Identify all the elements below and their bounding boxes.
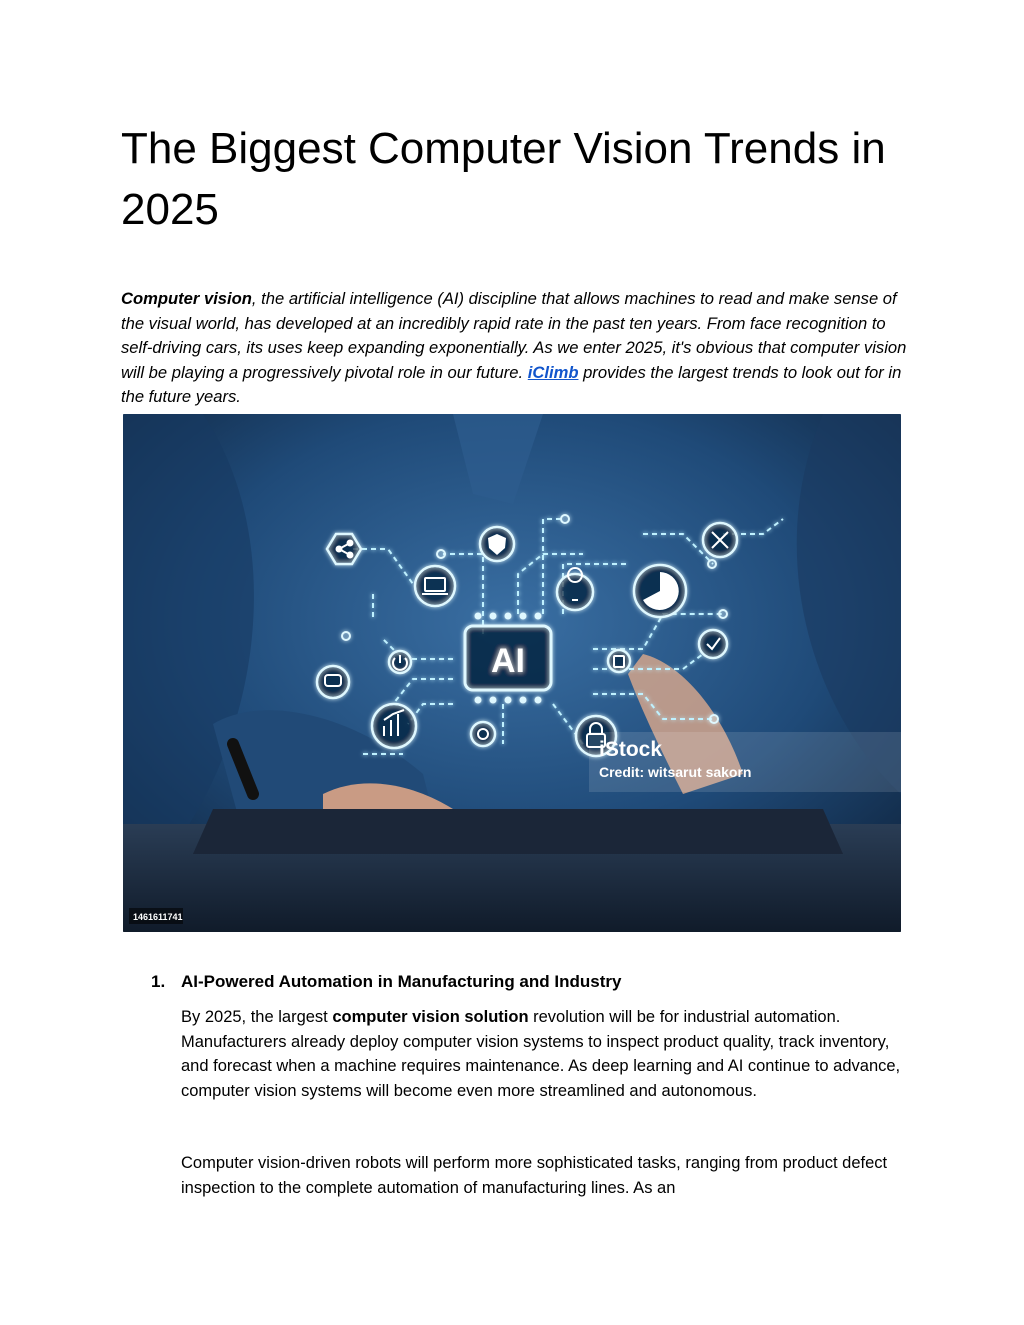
watermark-brand: iStock xyxy=(599,738,663,761)
p1-text-before: By 2025, the largest xyxy=(181,1008,333,1026)
intro-text-1: , the artificial intelligence (AI) discipline that allows machines to read and make sense of the visual world, has developed at an incredibly rapid rate in the past ten years. From face recognition to self-driving cars, its uses keep expanding exponentially. As we enter 2025, it's obvious that computer vision will be playing a progressively pivotal role in our future. xyxy=(121,289,907,382)
p1-bold-term: computer vision solution xyxy=(332,1008,529,1026)
iclimb-link[interactable]: iClimb xyxy=(527,362,579,382)
section-heading: AI-Powered Automation in Manufacturing and Industry xyxy=(181,972,622,991)
growth-chart-icon xyxy=(372,704,416,748)
trash-icon xyxy=(608,650,630,672)
section-paragraph-2: Computer vision-driven robots will perform more sophisticated tasks, ranging from product defect inspection to the complete automation of manufacturing lines. As an xyxy=(181,1154,888,1197)
chat-icon xyxy=(317,666,349,698)
stock-id: 1461611741 xyxy=(133,912,183,922)
checkmark-icon xyxy=(699,630,727,658)
ai-chip-label: AI xyxy=(491,642,525,680)
page-title: The Biggest Computer Vision Trends in 2025 xyxy=(121,124,886,234)
gear-icon xyxy=(471,722,495,746)
share-icon xyxy=(327,534,361,564)
hero-image xyxy=(123,414,901,932)
list-item-number: 1. xyxy=(151,972,166,991)
intro-paragraph xyxy=(121,287,911,410)
section-paragraph-1 xyxy=(181,1005,901,1103)
intro-text-2: provides the largest trends to look out for in the future years. xyxy=(121,362,902,407)
p1-text-after: revolution will be for industrial automation. Manufacturers already deploy computer vision systems to inspect product quality, track inventory, and forecast when a machine requires maintenance. As deep learning and AI continue to advance, computer vision systems will become even more streamlined and autonomous. xyxy=(181,1008,901,1100)
watermark-credit: Credit: witsarut sakorn xyxy=(599,764,752,780)
lightbulb-icon xyxy=(557,574,593,610)
laptop-icon xyxy=(415,566,455,606)
intro-term: Computer vision xyxy=(121,289,252,308)
